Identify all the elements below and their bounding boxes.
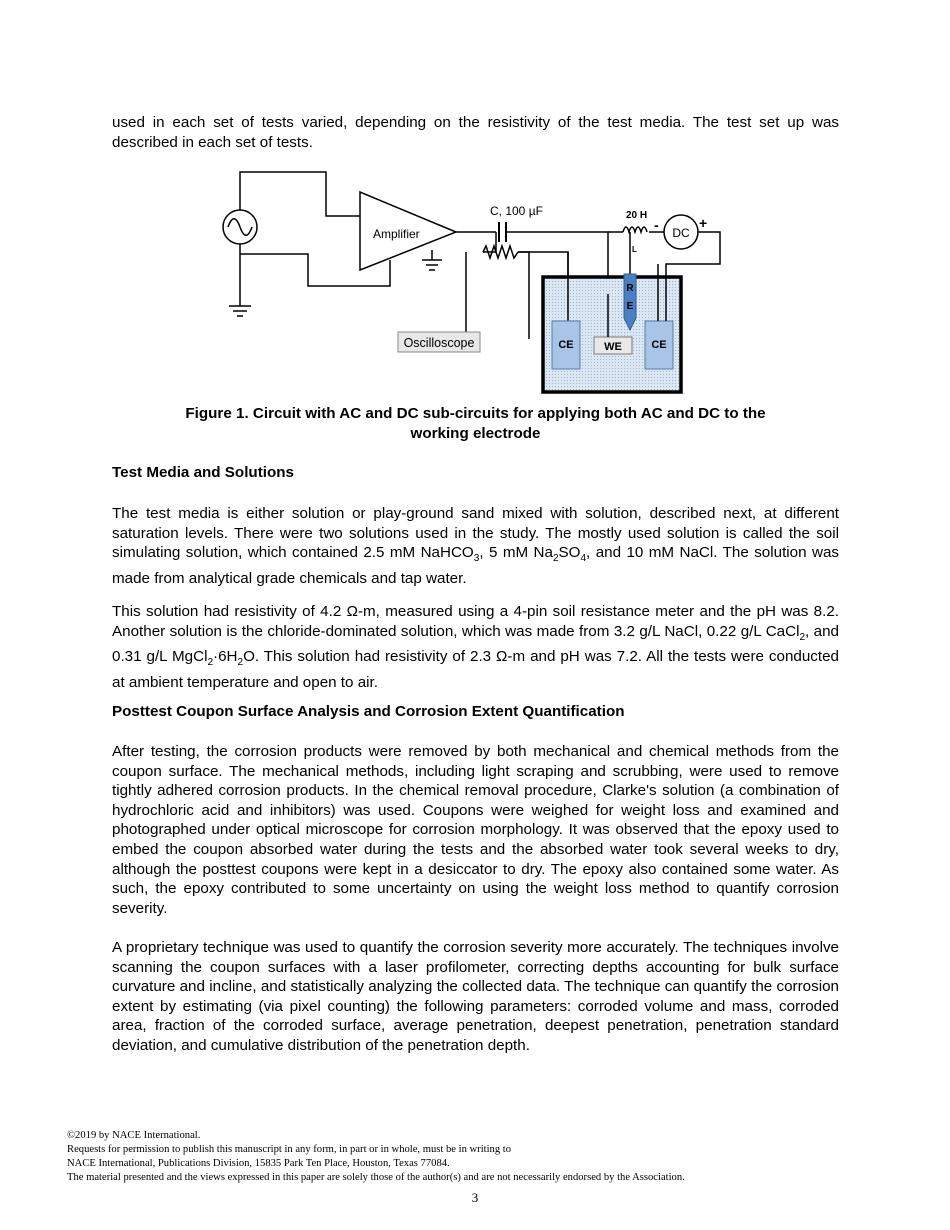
counter-electrode-right-label: CE <box>651 339 667 351</box>
figure-caption-line2: working electrode <box>410 425 541 442</box>
capacitor-label: C, 100 µF <box>490 204 543 218</box>
section-heading-test-media: Test Media and Solutions <box>112 464 294 481</box>
section-heading-posttest: Posttest Coupon Surface Analysis and Corrosion Extent Quantification <box>112 703 625 720</box>
inductor-symbol-label: L <box>632 245 637 254</box>
oscilloscope-label: Oscilloscope <box>403 336 475 350</box>
amplifier-label: Amplifier <box>373 227 420 241</box>
resistivity-paragraph: This solution had resistivity of 4.2 Ω-m, measured using a 4-pin soil resistance meter and the pH was 8.2. Another solution is the chloride-dominated solution, which was made from 3.2 g/L NaCl, 0.22 g/L CaCl$_2$, and 0.31 g/L $MgCl_2\cdot 6H_2O$. This solution had resistivity of 2.3 Ω-m and pH was 7.2. All the tests were conducted at ambient temperature and open to air. <box>112 603 840 691</box>
test-media-paragraph: The test media is either solution or play-ground sand mixed with solution, described next, at different saturation levels. There were two solutions used in the study. The mostly used solution is called the soil simulating solution, which contained 2.5 mM NaHCO$_3$, 5 mM $Na_2SO_4$, and 10 mM NaCl. The solution was made from analytical grade chemicals and tap water. <box>112 505 839 587</box>
circuit-figure <box>218 166 728 396</box>
technique-paragraph: A proprietary technique was used to quantify the corrosion severity more accurately. The techniques involve scanning the coupon surfaces with a laser profilometer, correcting depths accounting for bulk surface curvature and incline, and statistically analyzing the collected data. The technique can quantify the corrosion extent by estimating (via pixel counting) the following parameters: corroded volume and mass, corroded area, fraction of the corroded surface, average penetration, deepest penetration, penetration standard deviation, and cumulative distribution of the penetration depth. <box>112 939 839 1054</box>
working-electrode-label: WE <box>604 341 622 353</box>
footer-permission: Requests for permission to publish this manuscript in any form, in part or in whole, must be in writing to <box>67 1144 512 1155</box>
footer-copyright: ©2019 by NACE International. <box>67 1130 201 1141</box>
ground-icon <box>229 306 251 316</box>
dc-plus-sign: + <box>699 215 708 231</box>
dc-source-label: DC <box>672 226 690 240</box>
footer-address: NACE International, Publications Division, 15835 Park Ten Place, Houston, Texas 77084. <box>67 1158 450 1169</box>
counter-electrode-left-label: CE <box>558 339 574 351</box>
inductor-value-label: 20 H <box>626 210 648 221</box>
footer <box>67 1129 685 1185</box>
dc-minus-sign: - <box>654 217 659 233</box>
figure-caption <box>112 404 839 444</box>
posttest-paragraph: After testing, the corrosion products were removed by both mechanical and chemical methods from the coupon surface. The mechanical methods, including light scraping and scrubbing, were used to remove tightly adhered corrosion products. In the chemical removal procedure, Clarke's solution (a combination of hydrochloric acid and inhibitors) was used. Coupons were weighed for weight loss and examined and photographed under optical microscope for corrosion morphology. It was observed that the epoxy used to embed the coupon absorbed water during the tests and the absorbed water took several weeks to dry, although the posttest coupons were kept in a desiccator to dry. The epoxy also contained some water. As such, the epoxy contributed to some uncertainty on using the weight loss method to quantify corrosion severity. <box>112 743 839 917</box>
reference-electrode-r: R <box>626 283 634 294</box>
page-number: 3 <box>471 1190 479 1205</box>
figure-caption-line1: Figure 1. Circuit with AC and DC sub-circuits for applying both AC and DC to the <box>185 405 766 422</box>
footer-disclaimer: The material presented and the views expressed in this paper are solely those of the author(s) and are not necessarily endorsed by the Association. <box>67 1172 685 1183</box>
capacitor-symbol <box>499 222 506 242</box>
intro-paragraph: used in each set of tests varied, depending on the resistivity of the test media. The test set up was described in each set of tests. <box>112 114 839 151</box>
amplifier-ground-icon <box>422 260 442 270</box>
reference-electrode-e: E <box>626 301 634 312</box>
inductor-coil-icon <box>623 227 647 232</box>
